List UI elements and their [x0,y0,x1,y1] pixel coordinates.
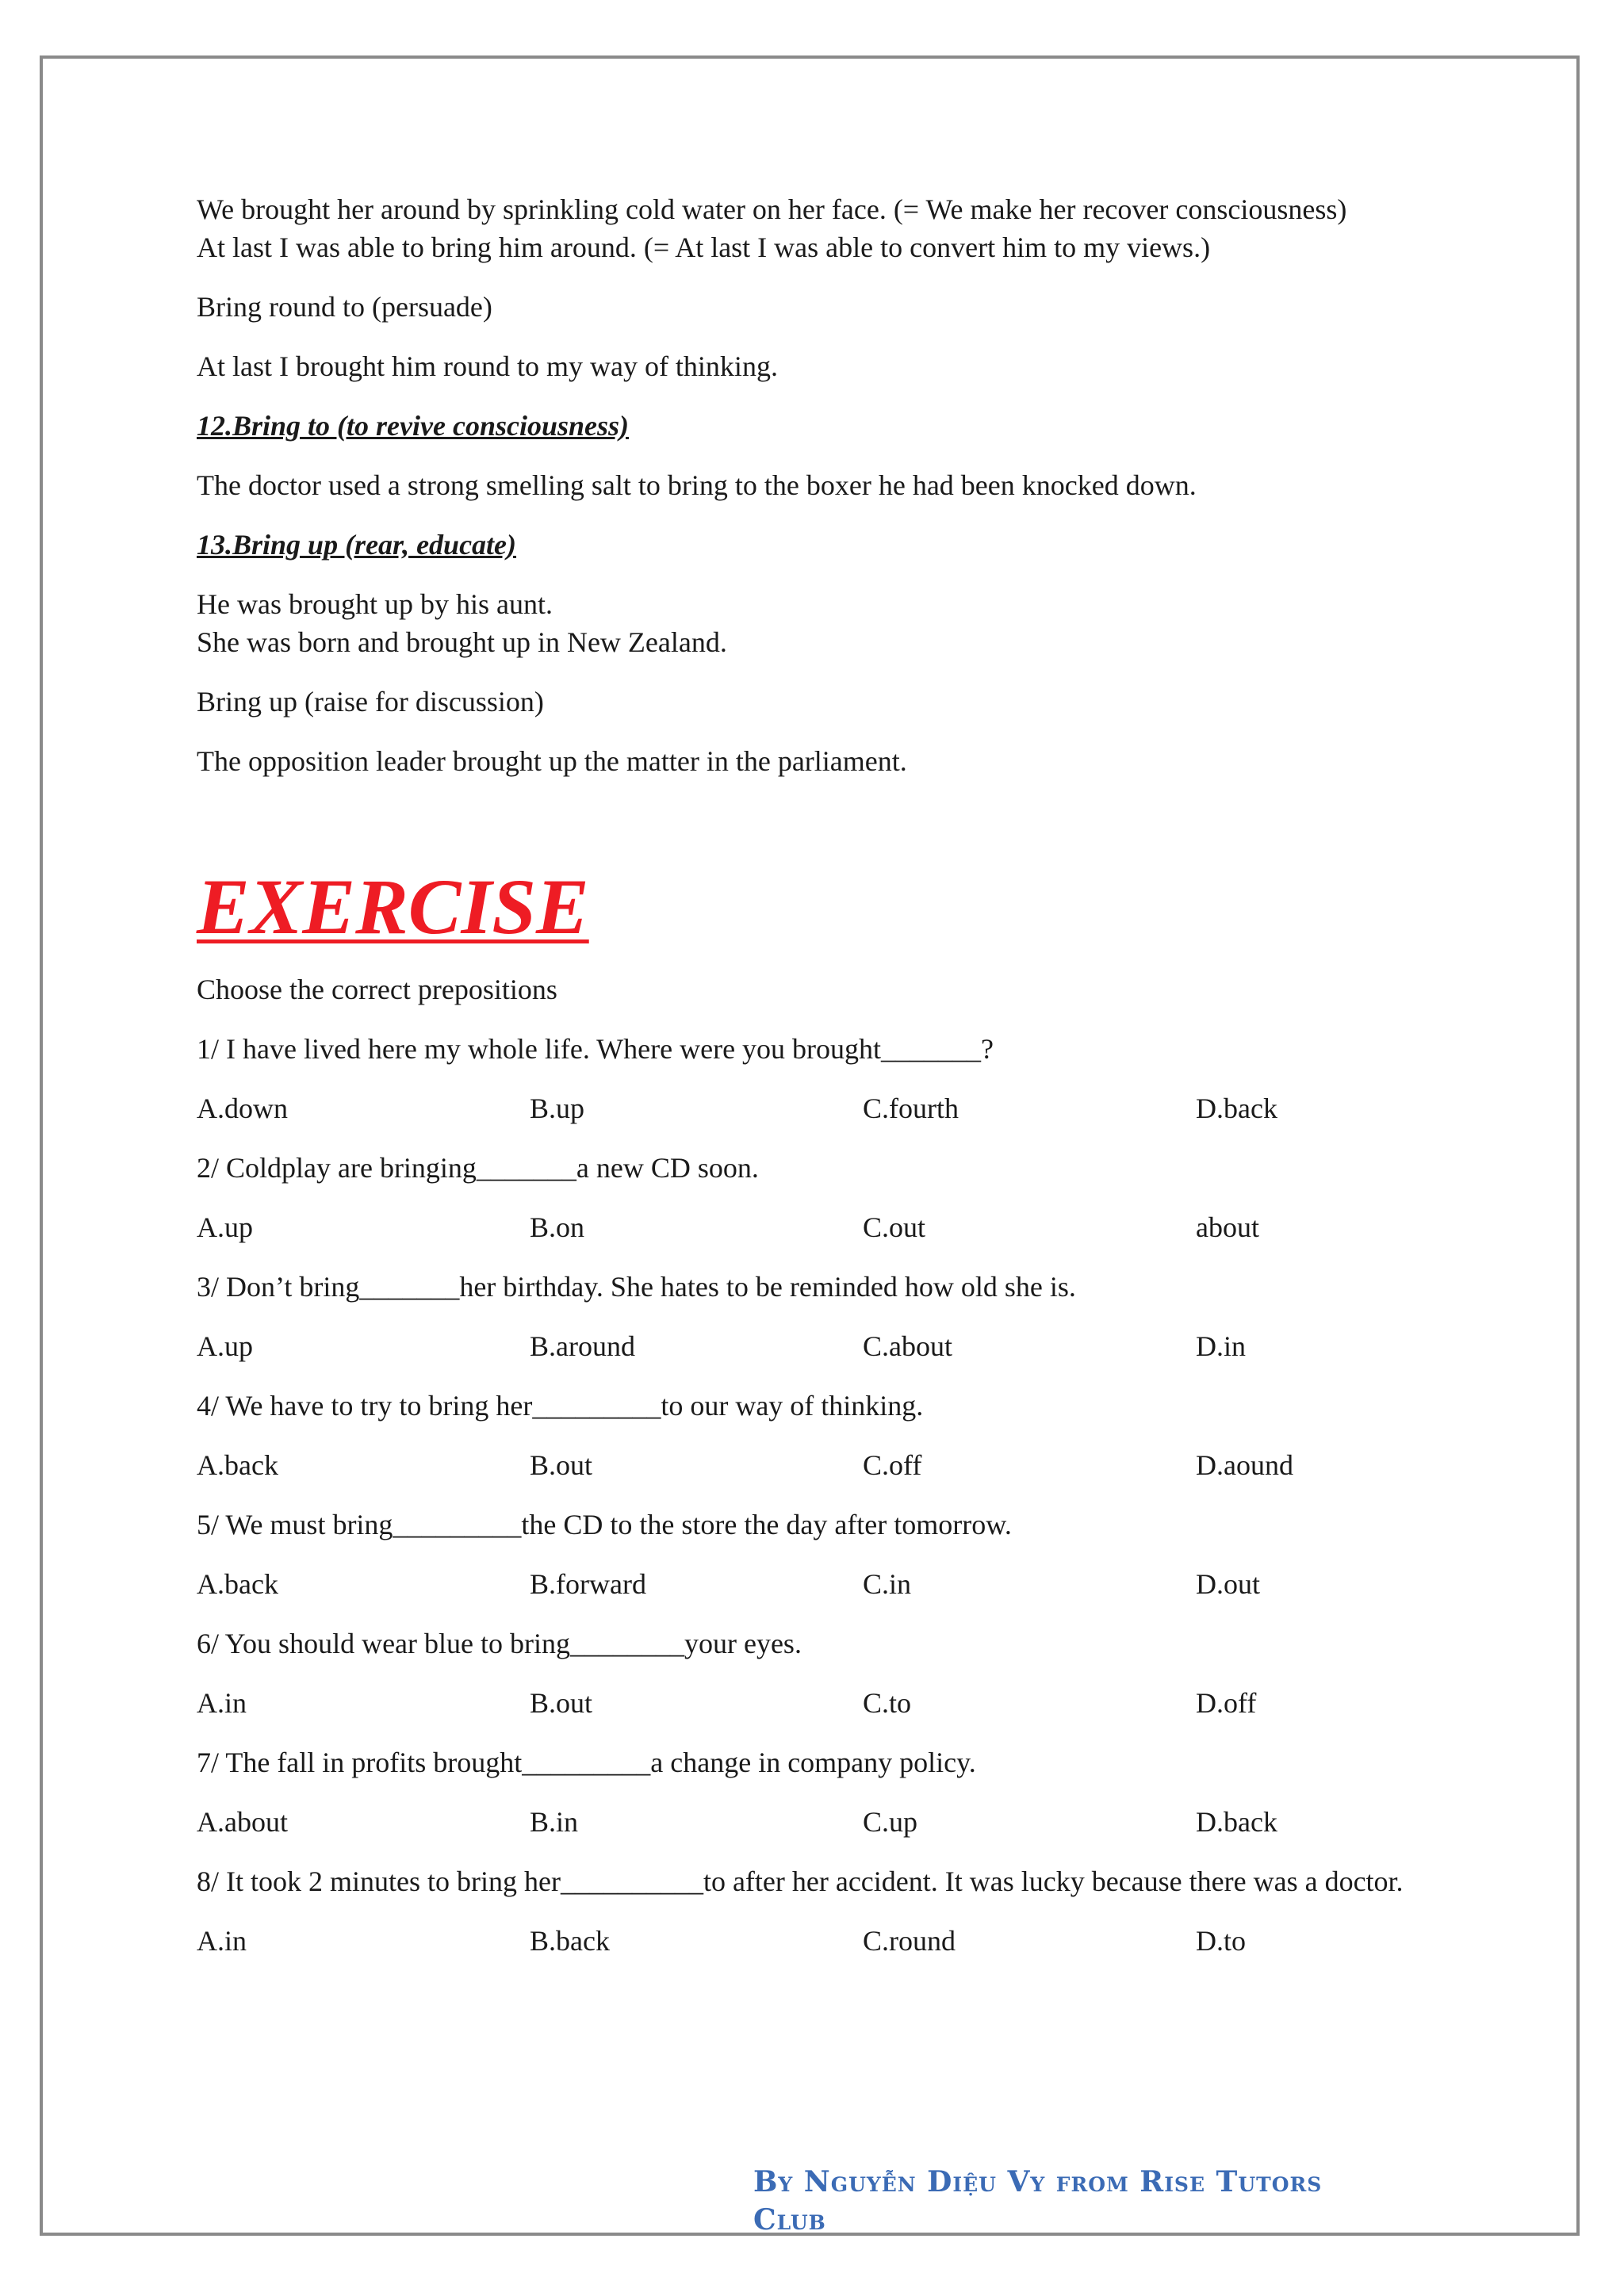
intro-line-2: At last I was able to bring him around. (= At last I was able to convert him to my views.) [197,232,1211,263]
bring-round-label: Bring round to (persuade) [197,291,492,323]
option-a: A.down [197,1093,288,1124]
option-b: B.forward [530,1568,646,1600]
question-text: 3/ Don’t bring_______her birthday. She hates to be reminded how old she is. [197,1271,1076,1303]
option-a: A.back [197,1449,278,1481]
option-d: D.in [1196,1330,1246,1362]
option-d: D.off [1196,1687,1257,1719]
option-c: C.in [863,1568,912,1600]
question-text: 7/ The fall in profits brought_________a change in company policy. [197,1747,976,1778]
option-c: C.out [863,1211,926,1243]
question-4 [197,1387,1434,1484]
question-7 [197,1743,1434,1841]
option-c: C.up [863,1806,918,1838]
answer-options [197,1089,1434,1127]
option-c: C.off [863,1449,922,1481]
option-b: B.out [530,1449,593,1481]
option-b: B.in [530,1806,579,1838]
option-c: C.fourth [863,1093,959,1124]
option-b: B.around [530,1330,635,1362]
answer-options [197,1208,1434,1246]
intro-line-1: We brought her around by sprinkling cold water on her face. (= We make her recover consciousness) [197,193,1347,225]
option-a: A.about [197,1806,288,1838]
option-a: A.up [197,1330,253,1362]
question-text: 6/ You should wear blue to bring________your eyes. [197,1628,802,1659]
question-text: 1/ I have lived here my whole life. Where were you brought_______? [197,1033,994,1065]
section-13-example-1: He was brought up by his aunt. [197,588,553,620]
exercise-title: EXERCISE [197,863,589,951]
option-a: A.up [197,1211,253,1243]
footer-credit: By Nguyễn Diệu Vy from Rise Tutors Club [753,2165,1323,2237]
question-3 [197,1268,1434,1365]
option-a: A.in [197,1925,247,1957]
option-b: B.up [530,1093,585,1124]
option-d: D.to [1196,1925,1246,1957]
option-b: B.back [530,1925,610,1957]
option-c: C.to [863,1687,912,1719]
answer-options [197,1922,1434,1960]
intro-paragraph [197,190,1434,266]
answer-options [197,1446,1434,1484]
option-a: A.back [197,1568,278,1600]
section-13-example-2: She was born and brought up in New Zealand. [197,626,727,658]
section-12-heading: 12.Bring to (to revive consciousness) [197,410,629,442]
question-1 [197,1030,1434,1127]
option-b: B.on [530,1211,585,1243]
answer-options [197,1565,1434,1603]
option-d: D.back [1196,1093,1277,1124]
section-13-heading: 13.Bring up (rear, educate) [197,529,517,561]
question-2 [197,1149,1434,1246]
answer-options [197,1684,1434,1722]
question-text: 8/ It took 2 minutes to bring her__________to after her accident. It was lucky because there was a doctor. [197,1866,1404,1897]
section-13-label-2: Bring up (raise for discussion) [197,686,544,718]
question-5 [197,1506,1434,1603]
option-d: D.aound [1196,1449,1293,1481]
section-13-example-3: The opposition leader brought up the matter in the parliament. [197,745,907,777]
option-d: D.back [1196,1806,1277,1838]
option-c: C.about [863,1330,952,1362]
answer-options [197,1327,1434,1365]
question-text: 2/ Coldplay are bringing_______a new CD soon. [197,1152,759,1184]
section-12-example: The doctor used a strong smelling salt to bring to the boxer he had been knocked down. [197,469,1197,501]
question-8 [197,1862,1434,1960]
option-d: D.out [1196,1568,1260,1600]
option-c: C.round [863,1925,956,1957]
option-d: about [1196,1211,1259,1243]
question-6 [197,1624,1434,1722]
section-13-examples [197,585,1434,661]
exercise-instruction: Choose the correct prepositions [197,974,557,1005]
option-b: B.out [530,1687,593,1719]
document-body [197,190,1434,1981]
question-text: 5/ We must bring_________the CD to the store the day after tomorrow. [197,1509,1012,1540]
answer-options [197,1803,1434,1841]
question-text: 4/ We have to try to bring her_________to our way of thinking. [197,1390,924,1422]
bring-round-example: At last I brought him round to my way of thinking. [197,350,778,382]
option-a: A.in [197,1687,247,1719]
